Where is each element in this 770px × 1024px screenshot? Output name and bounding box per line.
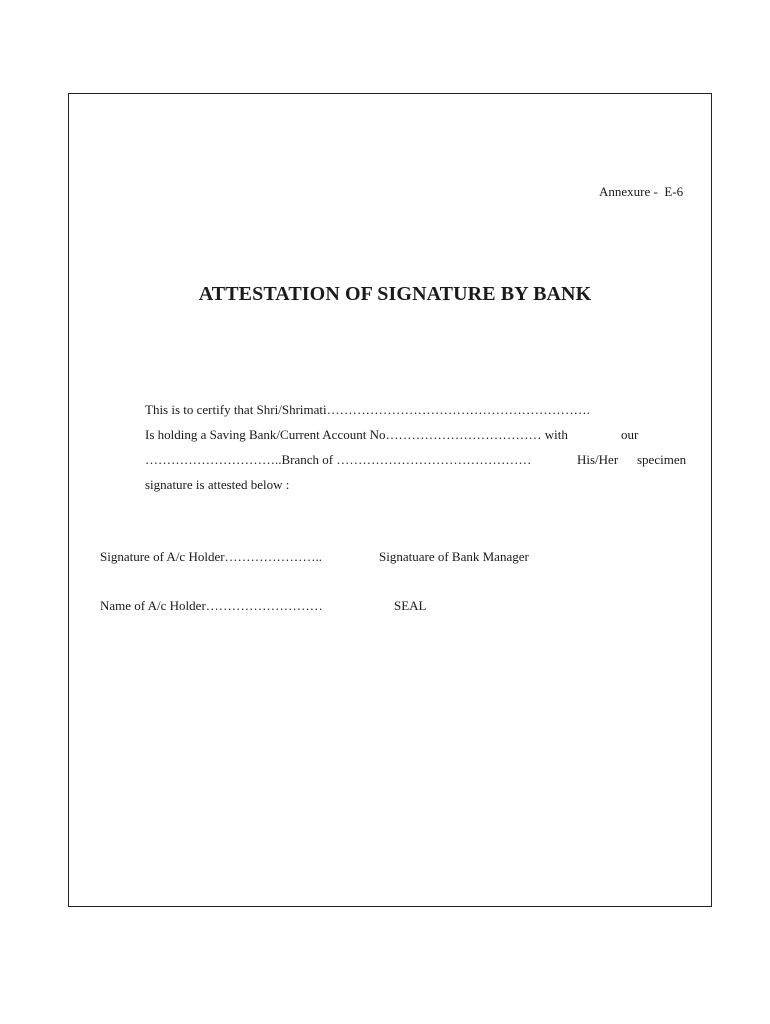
holder-name-field: Name of A/c Holder……………………… (100, 598, 323, 613)
holder-signature-field: Signature of A/c Holder………………….. (100, 549, 323, 564)
manager-signature-label: Signatuare of Bank Manager (379, 549, 529, 564)
document-title: ATTESTATION OF SIGNATURE BY BANK (198, 283, 592, 305)
page-border (68, 93, 712, 907)
certificate-line-3: …………………………..Branch of ……………………………………… (145, 452, 532, 467)
certificate-line-3-mid: His/Her (577, 452, 619, 467)
certificate-line-2: Is holding a Saving Bank/Current Account No……………………………… with (145, 427, 568, 442)
certificate-line-1: This is to certify that Shri/Shrimati……………………………………………………. (145, 402, 590, 417)
annexure-label: Annexure - E-6 (599, 184, 684, 199)
seal-label: SEAL (394, 598, 427, 613)
certificate-line-3-end: specimen (637, 452, 687, 467)
certificate-line-2-end: our (621, 427, 639, 442)
certificate-line-4: signature is attested below : (145, 477, 290, 492)
